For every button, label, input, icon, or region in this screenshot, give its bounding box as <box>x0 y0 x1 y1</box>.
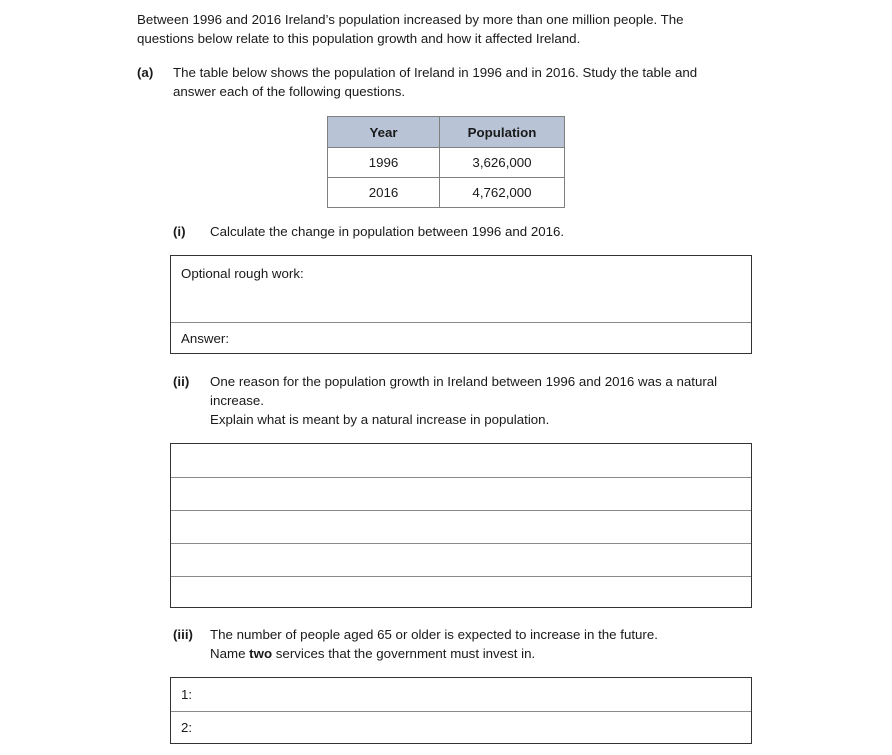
answer-line[interactable] <box>171 543 751 576</box>
table-header-population: Population <box>440 117 565 148</box>
service-answer-2-field[interactable] <box>171 711 751 742</box>
question-ii-line-1: One reason for the population growth in Ireland between 1996 and 2016 was a natural <box>210 374 718 389</box>
part-a-line-2: answer each of the following questions. <box>173 84 406 99</box>
part-a-line-1: The table below shows the population of Ireland in 1996 and in 2016. Study the table and <box>173 65 698 80</box>
rough-work-label: Optional rough work: <box>181 266 304 281</box>
population-table <box>327 116 565 208</box>
answer-line[interactable] <box>171 576 751 606</box>
question-iii-line-1: The number of people aged 65 or older is expected to increase in the future. <box>210 627 658 642</box>
question-iii-answer-box <box>170 677 752 744</box>
table-cell-population: 4,762,000 <box>440 178 565 208</box>
answer-line[interactable] <box>171 510 751 543</box>
question-ii-label: (ii) <box>173 374 190 389</box>
intro-line-1: Between 1996 and 2016 Ireland’s population increased by more than one million people. The <box>137 12 684 27</box>
question-iii-text-post: services that the government must invest in. <box>272 646 536 661</box>
emphasis-two: two <box>249 646 273 661</box>
answer-line[interactable] <box>171 444 751 477</box>
rough-work-area[interactable] <box>171 256 751 322</box>
question-iii-text-pre: Name <box>210 646 250 661</box>
question-ii-answer-box <box>170 443 752 608</box>
question-iii-line-2 <box>210 644 535 663</box>
answer-1-label: 1: <box>181 687 193 702</box>
table-cell-population: 3,626,000 <box>440 148 565 178</box>
question-ii-line-2: increase. <box>210 393 264 408</box>
table-row <box>328 178 565 208</box>
answer-label: Answer: <box>181 331 230 346</box>
table-header-year: Year <box>328 117 440 148</box>
table-cell-year: 1996 <box>328 148 440 178</box>
question-ii-line-3: Explain what is meant by a natural increase in population. <box>210 412 550 427</box>
intro-line-2: questions below relate to this population growth and how it affected Ireland. <box>137 31 581 46</box>
service-answer-1-field[interactable] <box>171 678 751 711</box>
question-i-text: Calculate the change in population between 1996 and 2016. <box>210 224 565 239</box>
table-row <box>328 148 565 178</box>
answer-line[interactable] <box>171 477 751 510</box>
table-cell-year: 2016 <box>328 178 440 208</box>
question-i-label: (i) <box>173 224 186 239</box>
question-i-answer-box <box>170 255 752 354</box>
part-a-label: (a) <box>137 65 154 80</box>
answer-2-label: 2: <box>181 720 193 735</box>
answer-field[interactable] <box>171 322 751 352</box>
question-iii-label: (iii) <box>173 627 193 642</box>
table-header-row <box>328 117 565 148</box>
